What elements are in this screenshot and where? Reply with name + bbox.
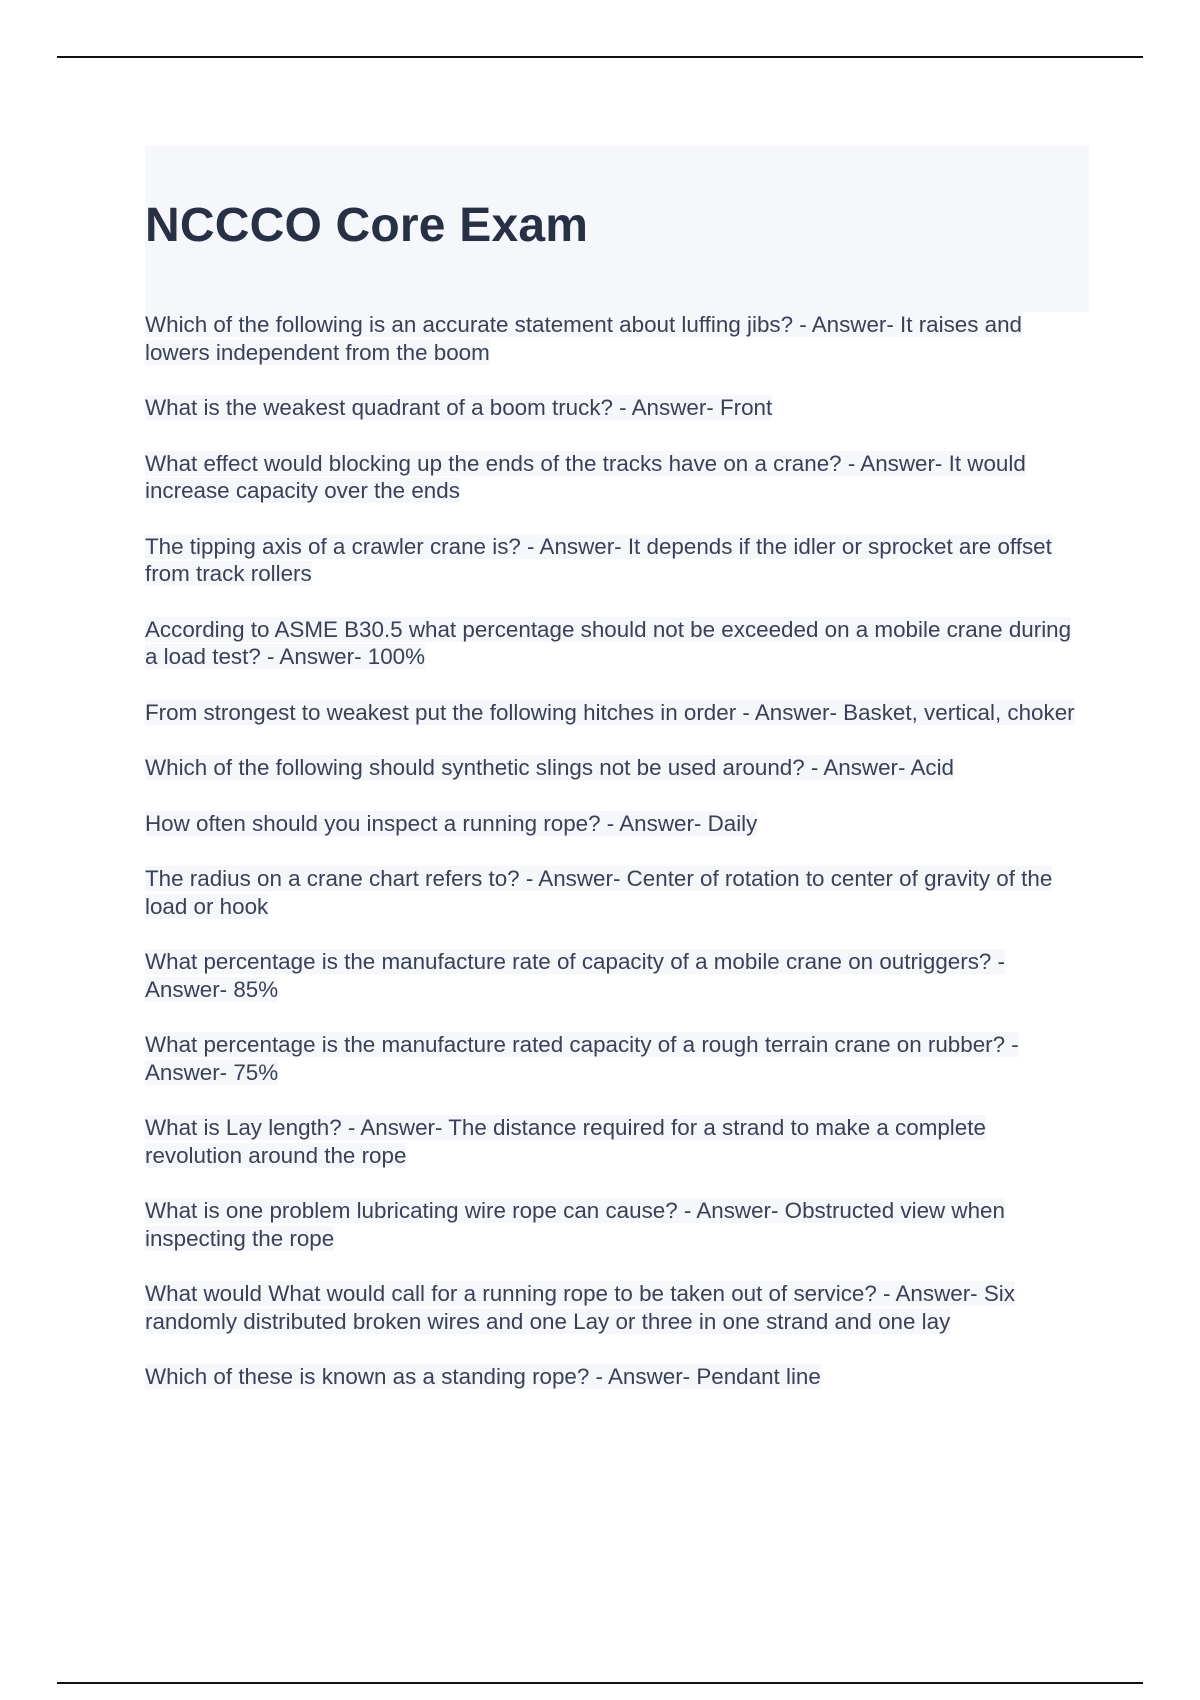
qa-item <box>145 1363 1089 1391</box>
qa-item <box>145 394 1089 422</box>
qa-item <box>145 616 1089 671</box>
qa-list <box>145 311 1089 1419</box>
qa-text: From strongest to weakest put the following hitches in order - Answer- Basket, vertical, choker <box>145 699 1075 725</box>
qa-text: What is the weakest quadrant of a boom truck? - Answer- Front <box>145 395 773 420</box>
qa-text: What is Lay length? - Answer- The distance required for a strand to make a complete revolution around the rope <box>145 1115 986 1168</box>
qa-text: The tipping axis of a crawler crane is? - Answer- It depends if the idler or sprocket are offset from track rollers <box>145 533 1052 586</box>
qa-text: How often should you inspect a running rope? - Answer- Daily <box>145 810 758 836</box>
qa-text: What percentage is the manufacture rate of capacity of a mobile crane on outriggers? - Answer- 85% <box>145 949 1006 1002</box>
qa-item <box>145 865 1089 920</box>
qa-text: Which of these is known as a standing rope? - Answer- Pendant line <box>145 1364 821 1389</box>
qa-item <box>145 1197 1089 1252</box>
qa-text: Which of the following is an accurate statement about luffing jibs? - Answer- It raises and lowers independent from the boom <box>145 312 1023 365</box>
qa-item <box>145 810 1089 838</box>
qa-item <box>145 450 1089 505</box>
qa-text: What would What would call for a running rope to be taken out of service? - Answer- Six randomly distributed broken wires and one Lay or three in one strand and one lay <box>145 1281 1015 1334</box>
qa-item <box>145 1280 1089 1335</box>
qa-item <box>145 754 1089 782</box>
qa-text: According to ASME B30.5 what percentage should not be exceeded on a mobile crane during a load test? - Answer- 100% <box>145 616 1072 669</box>
bottom-rule <box>57 1682 1143 1684</box>
qa-text: Which of the following should synthetic slings not be used around? - Answer- Acid <box>145 755 955 780</box>
qa-item <box>145 1031 1089 1086</box>
top-rule <box>57 56 1143 58</box>
qa-text: What is one problem lubricating wire rope can cause? - Answer- Obstructed view when inspecting the rope <box>145 1198 1005 1251</box>
qa-item <box>145 533 1089 588</box>
qa-text: What percentage is the manufacture rated capacity of a rough terrain crane on rubber? - Answer- 75% <box>145 1032 1019 1085</box>
title-block <box>145 146 1089 312</box>
qa-item <box>145 311 1089 366</box>
qa-item <box>145 1114 1089 1169</box>
qa-text: The radius on a crane chart refers to? - Answer- Center of rotation to center of gravity of the load or hook <box>145 866 1053 919</box>
qa-item <box>145 699 1089 727</box>
page-title: NCCCO Core Exam <box>145 199 589 252</box>
qa-text: What effect would blocking up the ends of the tracks have on a crane? - Answer- It would increase capacity over the ends <box>145 450 1026 503</box>
qa-item <box>145 948 1089 1003</box>
